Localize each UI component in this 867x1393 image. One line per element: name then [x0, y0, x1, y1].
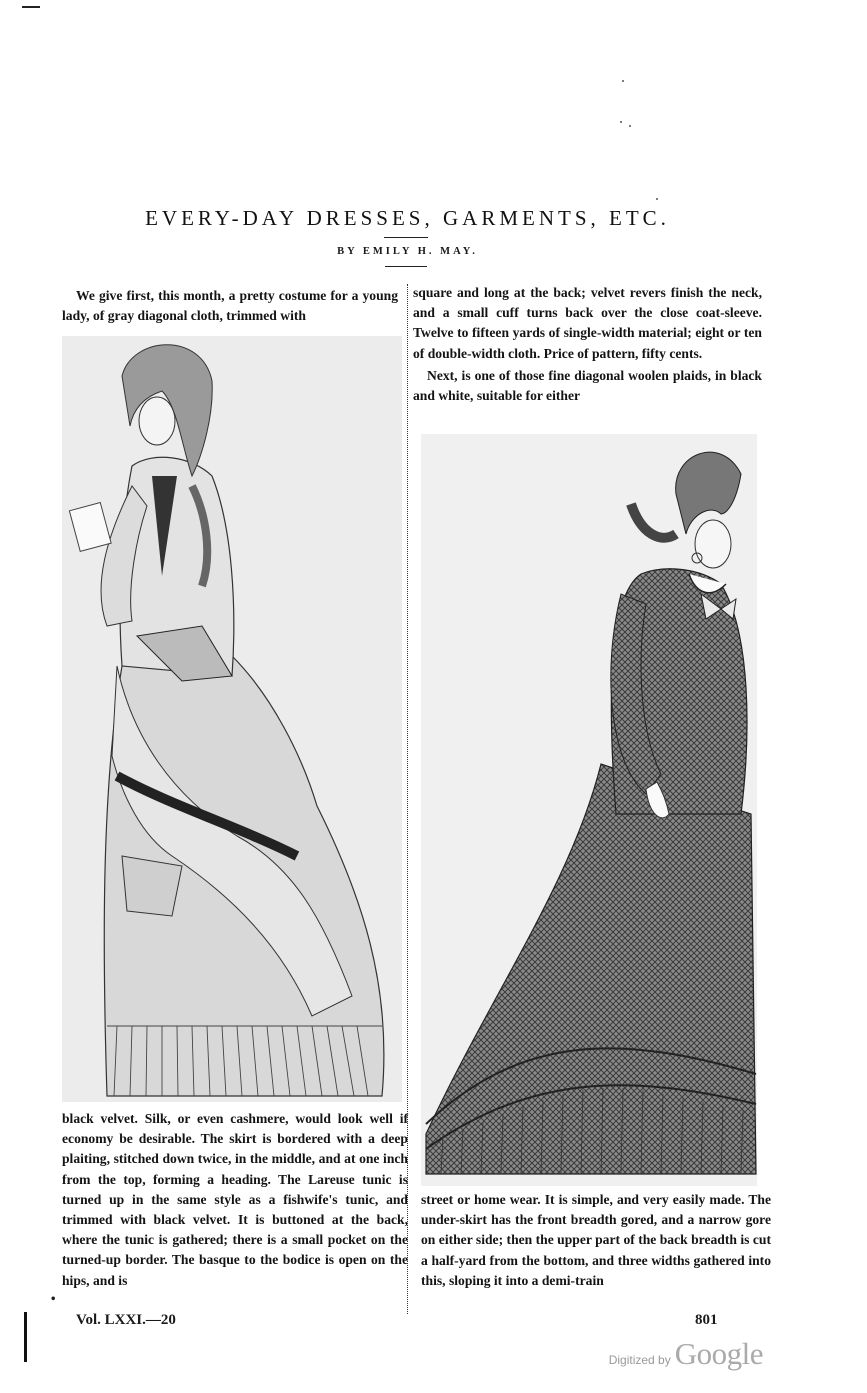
speck	[656, 198, 658, 200]
right-column-continued	[421, 1190, 771, 1291]
left-column-intro	[62, 286, 398, 326]
google-logo: Google	[674, 1336, 763, 1371]
speck	[622, 80, 624, 82]
gray-costume-figure	[62, 336, 402, 1102]
volume-signature: Vol. LXXI.—20	[76, 1312, 176, 1328]
digitized-label: Digitized by	[608, 1353, 671, 1367]
illustration-plaid-dress	[421, 434, 757, 1186]
margin-bar	[24, 1312, 27, 1362]
illustration-gray-costume	[62, 336, 402, 1102]
title-rule	[384, 237, 428, 238]
byline: BY EMILY H. MAY.	[337, 246, 478, 257]
page-title: EVERY-DAY DRESSES, GARMENTS, ETC.	[145, 206, 670, 230]
byline-rule	[385, 266, 427, 267]
corner-mark	[22, 6, 40, 8]
left-column-continued	[62, 1109, 408, 1291]
speck	[620, 121, 622, 123]
right-column-intro	[413, 283, 762, 406]
bullet-mark: •	[50, 1294, 57, 1305]
right-paragraph-2: Next, is one of those fine diagonal woolen plaids, in black and white, suitable for either	[413, 367, 762, 404]
left-continued-paragraph: black velvet. Silk, or even cashmere, would look well if economy be desirable. The skirt is bordered with a deep plaiting, stitched down twice, in the middle, and at one inch from the top, forming a heading. The Lareuse tunic is turned up in the same style as a fishwife's tunic, and trimmed with black velvet. It is buttoned at the back, where the tunic is gathered; there is a small pocket on the turned-up border. The basque to the bodice is open on the hips, and is	[62, 1111, 408, 1288]
right-paragraph-1: square and long at the back; velvet revers finish the neck, and a small cuff turns back over the close coat-sleeve. Twelve to fifteen yards of single-width material; eight or ten of double-width cloth. Price of pattern, fifty cents.	[413, 285, 762, 361]
column-divider	[407, 284, 408, 1314]
plaid-dress-figure	[421, 434, 757, 1186]
speck	[629, 125, 631, 127]
right-continued-paragraph: street or home wear. It is simple, and very easily made. The under-skirt has the front breadth gored, and a narrow gore on either side; then the upper part of the back breadth is cut a half-yard from the bottom, and three widths gathered into this, sloping it into a demi-train	[421, 1192, 771, 1288]
digitized-watermark	[573, 1336, 763, 1372]
left-intro-paragraph: We give first, this month, a pretty costume for a young lady, of gray diagonal cloth, trimmed with	[62, 288, 398, 324]
page-number: 801	[695, 1312, 718, 1328]
